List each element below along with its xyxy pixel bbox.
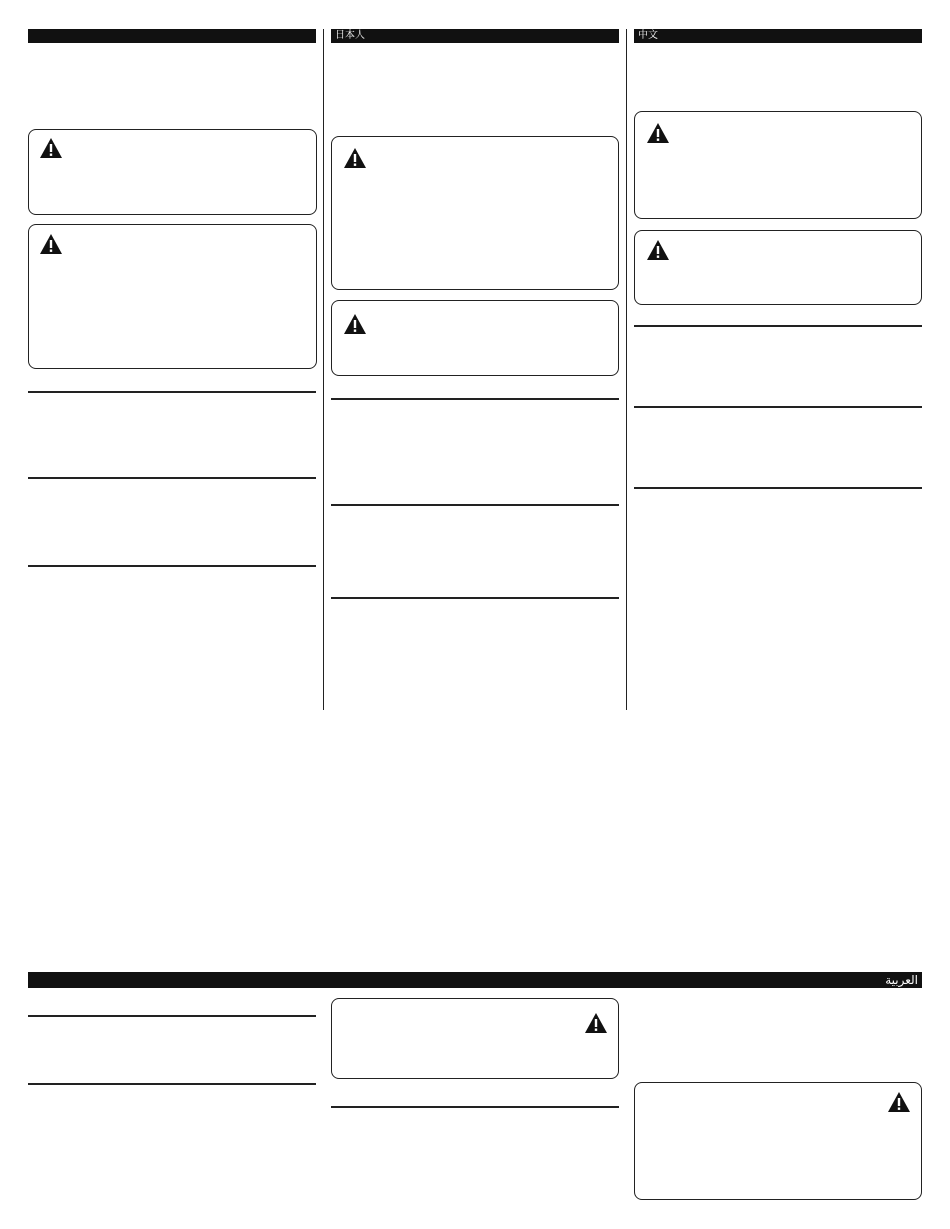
section-header-label-chinese: 中文 [638, 30, 658, 41]
warning-triangle-icon [584, 1012, 608, 1034]
section-rule [28, 565, 316, 567]
column-divider-2 [626, 29, 627, 710]
section-rule [331, 398, 619, 400]
section-rule [331, 1106, 619, 1108]
section-rule [331, 504, 619, 506]
section-header-label-arabic: العربية [885, 973, 918, 987]
section-rule [28, 1015, 316, 1017]
warning-triangle-icon [343, 313, 367, 335]
warning-triangle-icon [646, 122, 670, 144]
section-rule [28, 391, 316, 393]
warning-box [28, 224, 317, 369]
section-rule [331, 597, 619, 599]
warning-box [28, 129, 317, 215]
warning-box-chinese [634, 111, 922, 219]
warning-box-arabic [634, 1082, 922, 1200]
warning-triangle-icon [343, 147, 367, 169]
warning-box-japanese [331, 300, 619, 376]
warning-triangle-icon [39, 137, 63, 159]
warning-box-japanese [331, 136, 619, 290]
section-header-label-japanese: 日本人 [335, 30, 365, 41]
section-rule [634, 406, 922, 408]
section-rule [28, 477, 316, 479]
warning-box-arabic [331, 998, 619, 1079]
section-rule [28, 1083, 316, 1085]
section-rule [634, 487, 922, 489]
section-header-bar-chinese [634, 29, 922, 43]
section-header-bar-arabic [28, 972, 922, 988]
section-header-bar-japanese [331, 29, 619, 43]
section-header-bar [28, 29, 316, 43]
warning-triangle-icon [887, 1091, 911, 1113]
warning-box-chinese [634, 230, 922, 305]
warning-triangle-icon [646, 239, 670, 261]
warning-triangle-icon [39, 233, 63, 255]
column-divider-1 [323, 29, 324, 710]
section-rule [634, 325, 922, 327]
